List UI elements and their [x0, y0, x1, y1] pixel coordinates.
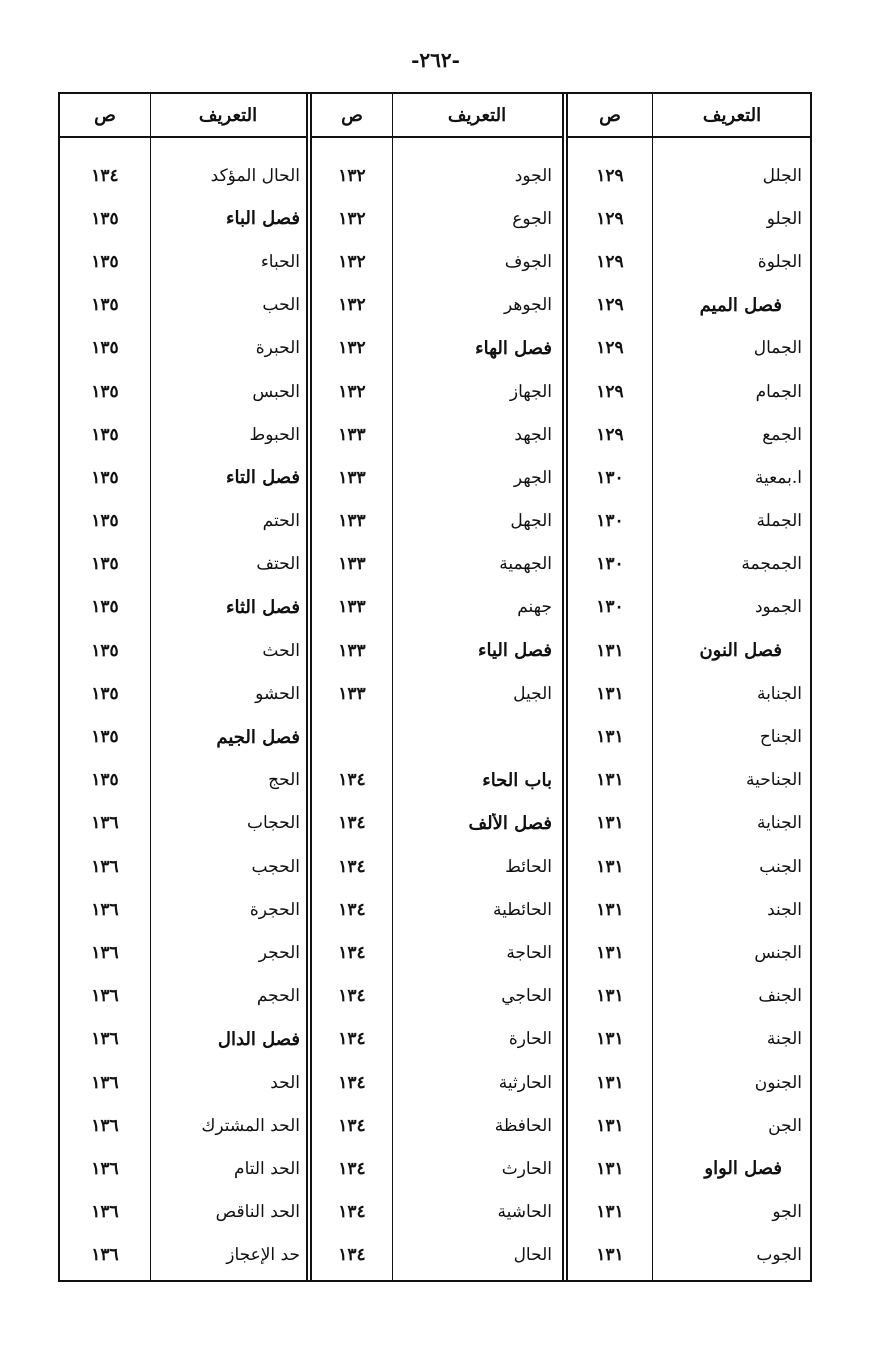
page-cell: ١٣٤	[338, 1202, 366, 1223]
term-cell: الحبس	[252, 381, 300, 402]
page-cell: ١٣٤	[338, 1029, 366, 1050]
page-cell: ١٣٤	[338, 986, 366, 1007]
term-cell: الحجم	[256, 986, 300, 1007]
page-cell: ١٣٥	[91, 683, 119, 704]
term-cell: الجناح	[759, 727, 802, 748]
page-cell: ١٣٤	[338, 1115, 366, 1136]
page-cell: ١٣٥	[91, 727, 119, 748]
term-cell: جهنم	[517, 597, 552, 618]
page-cell: ١٣٥	[91, 208, 119, 229]
term-cell: الجنب	[759, 856, 802, 877]
index-row	[312, 543, 562, 586]
page-cell: ١٣٢	[338, 295, 366, 316]
page-cell: ١٣٣	[338, 511, 366, 532]
page-cell: ١٣٠	[596, 511, 624, 532]
page-cell: ١٣١	[596, 856, 624, 877]
page-cell: ١٣١	[596, 1029, 624, 1050]
index-row	[568, 629, 812, 672]
term-cell: الحث	[262, 640, 300, 661]
page-cell: ١٢٩	[596, 424, 624, 445]
index-row	[60, 543, 306, 586]
page-cell: ١٣١	[596, 1158, 624, 1179]
term-cell: ا.بمعية	[754, 467, 802, 488]
term-cell: الجوب	[756, 1245, 802, 1266]
page-cell: ١٣٣	[338, 467, 366, 488]
term-cell: الحجاب	[246, 813, 300, 834]
index-row	[568, 1061, 812, 1104]
page-cell: ١٣٦	[91, 813, 119, 834]
page-cell: ١٣٥	[91, 381, 119, 402]
index-row	[312, 888, 562, 931]
term-cell: الجند	[767, 899, 802, 920]
index-row	[312, 284, 562, 327]
index-column-right	[568, 94, 812, 1280]
index-row	[60, 327, 306, 370]
term-cell: الحارة	[508, 1029, 552, 1050]
page-cell: ١٣٤	[338, 1072, 366, 1093]
index-row	[60, 197, 306, 240]
index-table	[58, 92, 812, 1282]
page-cell: ١٢٩	[596, 208, 624, 229]
section-heading: فصل التاء	[226, 467, 300, 489]
rows	[312, 154, 562, 1277]
page-header: ص	[341, 104, 363, 126]
term-cell: الجناية	[756, 813, 802, 834]
term-cell: الحافظة	[494, 1115, 552, 1136]
index-row	[60, 759, 306, 802]
page-cell: ١٢٩	[596, 295, 624, 316]
index-row	[568, 370, 812, 413]
page-cell: ١٣٦	[91, 1029, 119, 1050]
page-cell: ١٣١	[596, 1245, 624, 1266]
page-cell: ١٢٩	[596, 251, 624, 272]
page-cell: ١٣١	[596, 813, 624, 834]
page-cell: ١٣٢	[338, 381, 366, 402]
index-row	[568, 413, 812, 456]
index-row	[568, 327, 812, 370]
term-cell: الحاشية	[497, 1202, 552, 1223]
term-cell: الحبوط	[249, 424, 300, 445]
index-row	[60, 802, 306, 845]
section-heading: فصل الألف	[468, 812, 552, 834]
page-cell: ١٣٥	[91, 251, 119, 272]
term-cell: الحجر	[258, 942, 300, 963]
index-row	[312, 1061, 562, 1104]
section-heading: فصل الواو	[704, 1158, 782, 1180]
index-column-middle	[312, 94, 562, 1280]
index-row	[312, 327, 562, 370]
index-row	[312, 240, 562, 283]
index-row	[312, 413, 562, 456]
page-cell: ١٣٥	[91, 295, 119, 316]
index-row	[568, 975, 812, 1018]
index-row	[312, 1234, 562, 1277]
index-row	[568, 672, 812, 715]
index-column-left	[60, 94, 306, 1280]
index-row	[60, 888, 306, 931]
page-cell: ١٣٥	[91, 770, 119, 791]
term-cell: الحجب	[251, 856, 300, 877]
page-cell: ١٣١	[596, 986, 624, 1007]
index-row	[312, 154, 562, 197]
page-cell: ١٣٤	[338, 1245, 366, 1266]
index-row	[568, 931, 812, 974]
index-row	[568, 759, 812, 802]
index-row	[60, 154, 306, 197]
index-row	[60, 975, 306, 1018]
page-cell: ١٣٢	[338, 251, 366, 272]
page-cell: ١٣٢	[338, 165, 366, 186]
index-row	[312, 802, 562, 845]
index-row	[60, 284, 306, 327]
term-cell: الحتف	[256, 554, 300, 575]
index-row	[568, 845, 812, 888]
index-row	[568, 1147, 812, 1190]
page-cell: ١٣٦	[91, 856, 119, 877]
page-cell: ١٣٣	[338, 554, 366, 575]
page-cell: ١٢٩	[596, 381, 624, 402]
page-cell: ١٣٠	[596, 597, 624, 618]
section-heading: فصل الباء	[226, 208, 300, 230]
page-cell: ١٣٥	[91, 467, 119, 488]
page-cell: ١٣١	[596, 770, 624, 791]
term-cell: الحائطية	[493, 899, 552, 920]
term-cell: الجوهر	[503, 295, 552, 316]
page-cell: ١٣١	[596, 899, 624, 920]
term-cell: الجهاز	[509, 381, 552, 402]
page-header: ص	[94, 104, 116, 126]
term-cell: الحد المشترك	[201, 1115, 300, 1136]
term-header: التعريف	[198, 104, 258, 126]
page-cell: ١٣١	[596, 1202, 624, 1223]
section-heading: فصل الجيم	[216, 726, 300, 748]
index-row	[312, 500, 562, 543]
index-row	[60, 586, 306, 629]
term-cell: الجود	[514, 165, 552, 186]
page-cell: ١٣٣	[338, 424, 366, 445]
page-cell: ١٣٠	[596, 467, 624, 488]
index-row	[60, 715, 306, 758]
index-row	[312, 1147, 562, 1190]
section-heading: فصل الهاء	[475, 337, 552, 359]
term-cell: الحج	[268, 770, 300, 791]
index-row	[568, 500, 812, 543]
index-row	[568, 1104, 812, 1147]
index-row	[60, 240, 306, 283]
term-cell: الجمود	[754, 597, 802, 618]
page-cell: ١٣٦	[91, 1115, 119, 1136]
page-cell: ١٣٣	[338, 683, 366, 704]
term-cell: الحال المؤكد	[210, 165, 300, 186]
page-cell: ١٣٦	[91, 1072, 119, 1093]
term-cell: الجمع	[762, 424, 802, 445]
page-cell: ١٢٩	[596, 338, 624, 359]
term-cell: الحائط	[505, 856, 552, 877]
section-heading: فصل الميم	[699, 294, 782, 316]
index-row	[568, 284, 812, 327]
term-cell: الحبرة	[255, 338, 300, 359]
section-heading: فصل الثاء	[226, 596, 300, 618]
index-row	[60, 1234, 306, 1277]
index-row	[60, 1104, 306, 1147]
page-header: ص	[599, 104, 621, 126]
rows	[60, 154, 306, 1277]
rows	[568, 154, 812, 1277]
page-cell: ١٣٥	[91, 597, 119, 618]
page-cell: ١٣٥	[91, 338, 119, 359]
page-cell: ١٣٥	[91, 424, 119, 445]
index-row	[312, 931, 562, 974]
page-cell: ١٣٦	[91, 899, 119, 920]
page-cell: ١٣٤	[338, 813, 366, 834]
term-cell: الجهد	[514, 424, 552, 445]
page-cell: ١٣١	[596, 942, 624, 963]
term-cell: الحال	[513, 1245, 552, 1266]
term-cell: الجهر	[513, 467, 552, 488]
index-row	[60, 413, 306, 456]
index-row	[568, 240, 812, 283]
index-row	[312, 759, 562, 802]
index-row	[312, 715, 562, 758]
index-row	[568, 1018, 812, 1061]
page-cell: ١٢٩	[596, 165, 624, 186]
index-row	[312, 629, 562, 672]
page-cell: ١٣٦	[91, 942, 119, 963]
index-row	[60, 370, 306, 413]
term-cell: حد الإعجاز	[226, 1245, 300, 1266]
term-cell: الحارث	[501, 1158, 552, 1179]
index-row	[312, 1104, 562, 1147]
index-row	[312, 586, 562, 629]
page-cell: ١٣٤	[91, 165, 119, 186]
index-row	[60, 1018, 306, 1061]
section-heading: فصل الدال	[217, 1028, 300, 1050]
term-header: التعريف	[447, 104, 507, 126]
page-cell: ١٣٤	[338, 1158, 366, 1179]
term-cell: الجوف	[504, 251, 552, 272]
term-cell: الحاجة	[506, 942, 552, 963]
index-row	[312, 1018, 562, 1061]
term-cell: الحاجي	[501, 986, 552, 1007]
index-row	[568, 456, 812, 499]
term-cell: الحد	[270, 1072, 300, 1093]
section-heading: باب الحاء	[482, 769, 552, 791]
page-cell: ١٣١	[596, 1115, 624, 1136]
term-cell: الجوع	[512, 208, 552, 229]
page-cell: ١٣٤	[338, 770, 366, 791]
term-cell: الحشو	[255, 683, 300, 704]
page-cell: ١٣١	[596, 727, 624, 748]
page-cell: ١٣٦	[91, 986, 119, 1007]
index-row	[60, 500, 306, 543]
index-row	[312, 672, 562, 715]
page-cell: ١٣٥	[91, 640, 119, 661]
index-row	[312, 1191, 562, 1234]
index-row	[60, 845, 306, 888]
page-cell: ١٣٥	[91, 554, 119, 575]
index-row	[60, 931, 306, 974]
page-cell: ١٣٦	[91, 1158, 119, 1179]
index-row	[60, 1191, 306, 1234]
term-cell: الجيل	[513, 683, 552, 704]
page-cell: ١٣٥	[91, 511, 119, 532]
index-row	[312, 975, 562, 1018]
header-row	[568, 94, 812, 138]
term-cell: الجو	[772, 1202, 802, 1223]
term-cell: الحباء	[260, 251, 300, 272]
index-row	[312, 845, 562, 888]
index-row	[568, 154, 812, 197]
page-cell: ١٣١	[596, 640, 624, 661]
term-cell: الجمام	[755, 381, 802, 402]
term-cell: الجنة	[766, 1029, 802, 1050]
index-row	[568, 1234, 812, 1277]
term-cell: الحتم	[262, 511, 300, 532]
index-row	[60, 629, 306, 672]
page-cell: ١٣١	[596, 1072, 624, 1093]
term-cell: الجنس	[754, 942, 802, 963]
page-cell: ١٣٢	[338, 208, 366, 229]
index-row	[312, 456, 562, 499]
term-cell: الجنون	[754, 1072, 802, 1093]
term-cell: الحد التام	[234, 1158, 300, 1179]
term-cell: الحارثية	[498, 1072, 552, 1093]
index-row	[568, 586, 812, 629]
term-header: التعريف	[702, 104, 762, 126]
index-row	[568, 888, 812, 931]
index-row	[60, 1147, 306, 1190]
index-row	[60, 456, 306, 499]
index-row	[568, 543, 812, 586]
page-cell: ١٣٣	[338, 597, 366, 618]
index-row	[568, 802, 812, 845]
term-cell: الجلو	[766, 208, 802, 229]
index-row	[568, 1191, 812, 1234]
page-cell: ١٣٤	[338, 942, 366, 963]
index-row	[60, 672, 306, 715]
term-cell: الجنابة	[756, 683, 802, 704]
term-cell: الجن	[768, 1115, 802, 1136]
section-heading: فصل النون	[699, 640, 782, 662]
index-row	[312, 197, 562, 240]
page-cell: ١٣٠	[596, 554, 624, 575]
index-row	[60, 1061, 306, 1104]
header-row	[60, 94, 306, 138]
term-cell: الجناحية	[746, 770, 802, 791]
page-cell: ١٣٦	[91, 1245, 119, 1266]
index-row	[568, 715, 812, 758]
section-heading: فصل الياء	[478, 640, 552, 662]
term-cell: الحجرة	[249, 899, 300, 920]
term-cell: الجلوة	[757, 251, 802, 272]
term-cell: الجلل	[762, 165, 802, 186]
term-cell: الجهل	[510, 511, 552, 532]
page-number: -٢٦٢-	[411, 48, 460, 72]
page-cell: ١٣٦	[91, 1202, 119, 1223]
term-cell: الجمال	[753, 338, 802, 359]
page-cell: ١٣٢	[338, 338, 366, 359]
page-cell: ١٣٣	[338, 640, 366, 661]
term-cell: الحب	[262, 295, 300, 316]
term-cell: الجهمية	[499, 554, 552, 575]
term-cell: الجنف	[758, 986, 802, 1007]
term-cell: الجمجمة	[741, 554, 802, 575]
page-cell: ١٣٤	[338, 856, 366, 877]
term-cell: الجملة	[756, 511, 802, 532]
page-cell: ١٣٤	[338, 899, 366, 920]
index-row	[312, 370, 562, 413]
header-row	[312, 94, 562, 138]
index-row	[568, 197, 812, 240]
term-cell: الحد الناقص	[215, 1202, 300, 1223]
page-cell: ١٣١	[596, 683, 624, 704]
